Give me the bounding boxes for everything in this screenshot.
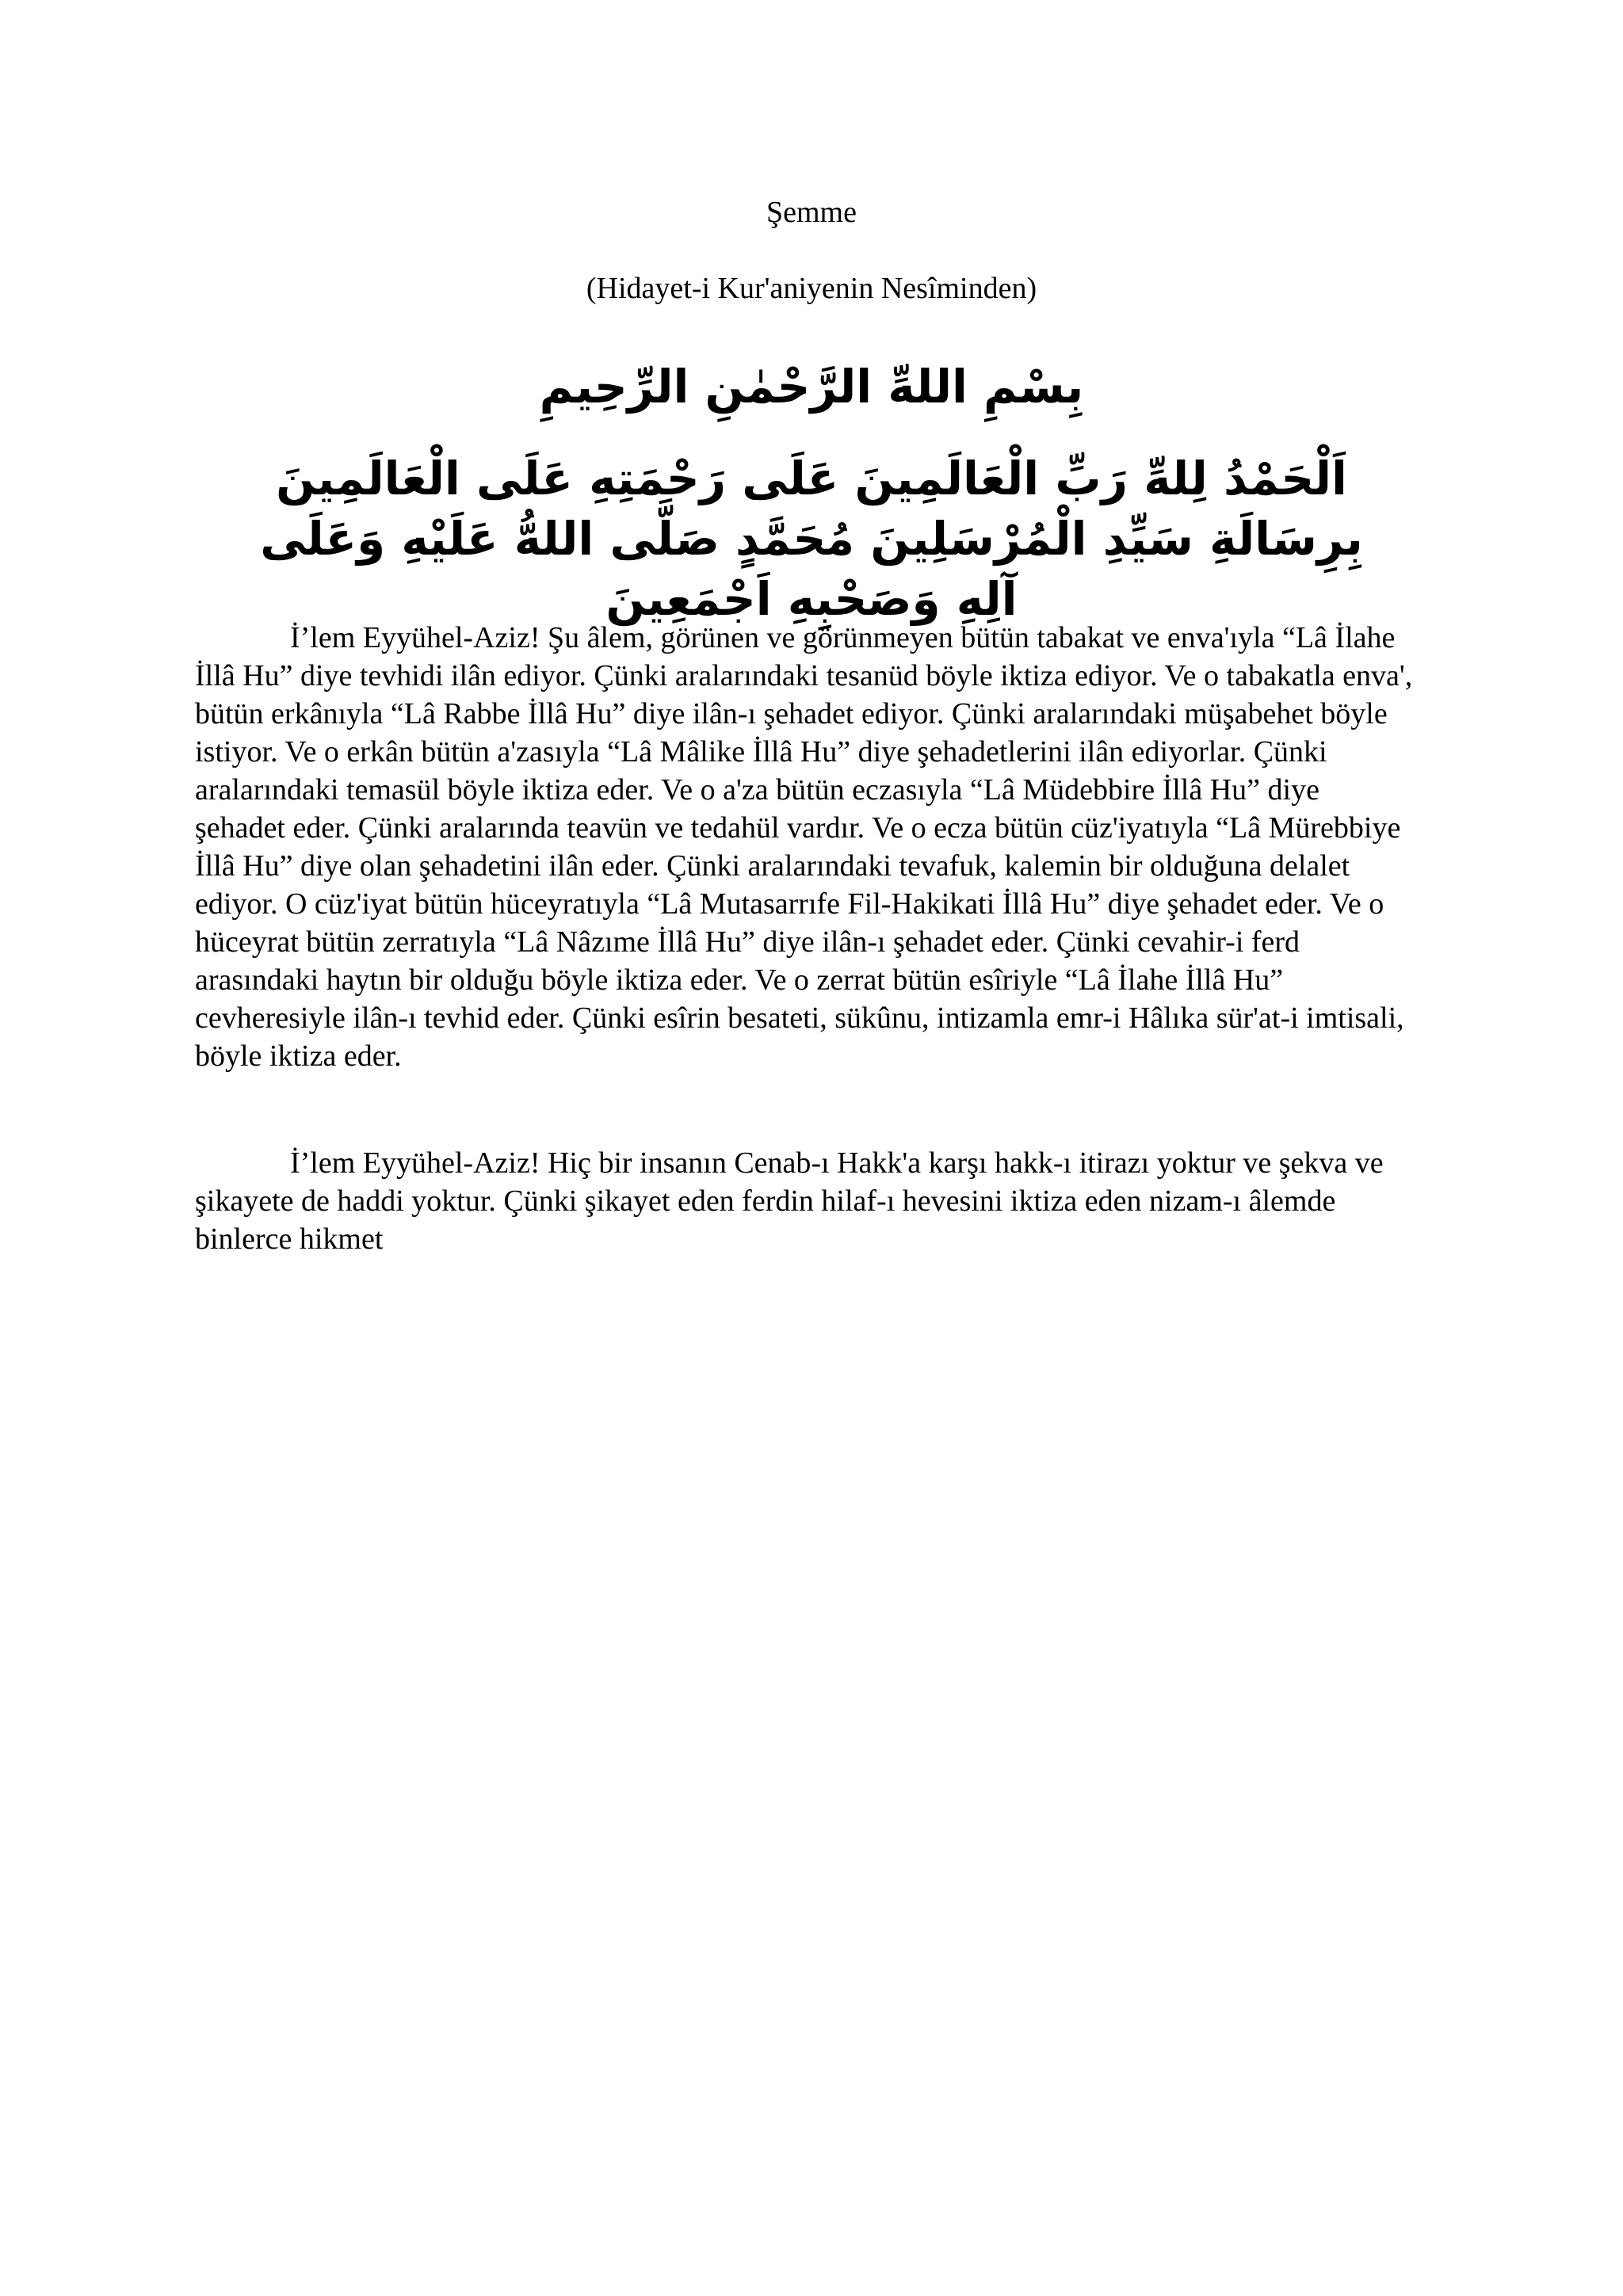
page-title: Şemme	[766, 196, 857, 229]
basmala-heading: بِسْمِ اللهِّ الرَّحْمٰنِ الرِّحِيمِ	[539, 360, 1084, 414]
hamdala-heading: اَلْحَمْدُ لِلهِّ رَبِّ الْعَالَمِينَ عَلَى رَحْمَتِهِ عَلَى الْعَالَمِينَ بِرِسَالَةِ سَيِّدِ الْمُرْسَلِينَ مُحَمَّدٍ صَلَّى اللهُّ عَلَيْهِ وَعَلَى آلِهِ وَصَحْبِهِ اَجْمَعِينَ	[260, 452, 1363, 626]
paragraph-2-text: İ’lem Eyyühel-Aziz! Hiç bir insanın Cenab-ı Hakk'a karşı hakk-ı itirazı yoktur ve şekva ve şikayete de haddi yoktur. Çünki şikayet eden ferdin hilaf-ı hevesini iktiza eden nizam-ı âlemde binlerce hikmet	[195, 1146, 1384, 1256]
page-subtitle: (Hidayet-i Kur'aniyenin Nesîminden)	[586, 272, 1037, 305]
paragraph-1	[195, 619, 1415, 1075]
paragraph-1-text: İ’lem Eyyühel-Aziz! Şu âlem, görünen ve görünmeyen bütün tabakat ve enva'ıyla “Lâ İlahe İllâ Hu” diye tevhidi ilân ediyor. Çünki aralarındaki tesanüd böyle iktiza ediyor. Ve o tabakatla enva', bütün erkânıyla “Lâ Rabbe İllâ Hu” diye ilân-ı şehadet ediyor. Çünki aralarındaki müşabehet böyle istiyor. Ve o erkân bütün a'zasıyla “Lâ Mâlike İllâ Hu” diye şehadetlerini ilân ediyorlar. Çünki aralarındaki temasül böyle iktiza eder. Ve o a'za bütün eczasıyla “Lâ Müdebbire İllâ Hu” diye şehadet eder. Çünki aralarında teavün ve tedahül vardır. Ve o ecza bütün cüz'iyatıyla “Lâ Mürebbiye İllâ Hu” diye olan şehadetini ilân eder. Çünki aralarındaki tevafuk, kalemin bir olduğuna delalet ediyor. O cüz'iyat bütün hüceyratıyla “Lâ Mutasarrıfe Fil-Hakikati İllâ Hu” diye şehadet eder. Ve o hüceyrat bütün zerratıyla “Lâ Nâzıme İllâ Hu” diye ilân-ı şehadet eder. Çünki cevahir-i ferd arasındaki haytın bir olduğu böyle iktiza eder. Ve o zerrat bütün esîriyle “Lâ İlahe İllâ Hu” cevheresiyle ilân-ı tevhid eder. Çünki esîrin besateti, sükûnu, intizamla emr-i Hâlıka sür'at-i imtisali, böyle iktiza eder.	[195, 621, 1413, 1073]
paragraph-2	[195, 1144, 1415, 1258]
